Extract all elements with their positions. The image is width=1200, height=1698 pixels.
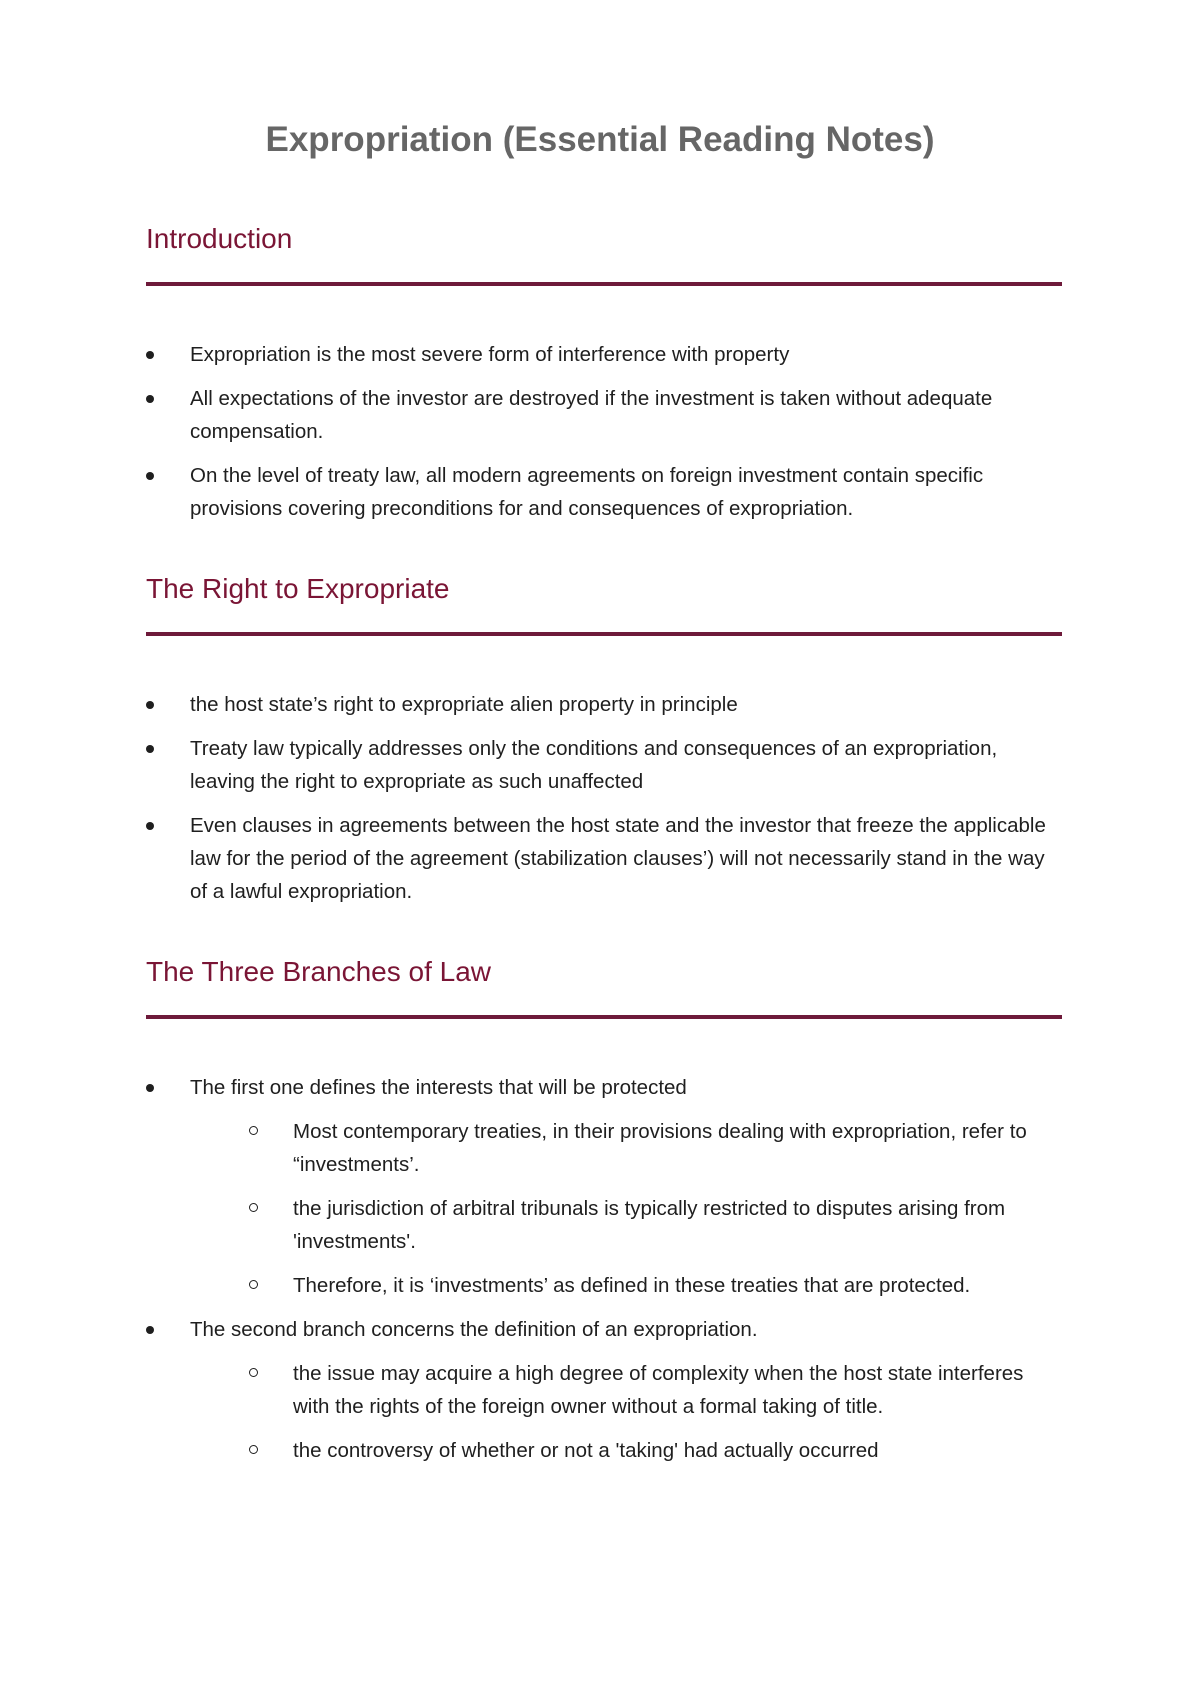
list-item-text: The second branch concerns the definition of an expropriation.	[190, 1318, 758, 1341]
sub-list-item	[249, 1434, 1062, 1467]
sub-list-item-text: the issue may acquire a high degree of complexity when the host state interferes with the rights of the foreign owner without a formal taking of title.	[293, 1362, 1024, 1418]
section-three-branches	[146, 955, 1062, 1462]
list-item	[146, 338, 1062, 371]
bullet-icon	[146, 745, 154, 753]
bullet-icon	[146, 395, 154, 403]
sub-list-item-text: Most contemporary treaties, in their provisions dealing with expropriation, refer to “investments’.	[293, 1120, 1027, 1176]
bullet-list	[146, 338, 1062, 536]
bullet-icon	[146, 1326, 154, 1334]
hollow-bullet-icon	[249, 1445, 258, 1454]
hollow-bullet-icon	[249, 1203, 258, 1212]
list-item	[146, 688, 1062, 721]
sub-list	[190, 1357, 1062, 1467]
sub-list-item	[249, 1115, 1062, 1181]
sub-list-item	[249, 1192, 1062, 1258]
list-item	[146, 732, 1062, 798]
bullet-icon	[146, 822, 154, 830]
list-item-text: Even clauses in agreements between the host state and the investor that freeze the applicable law for the period of the agreement (stabilization clauses’) will not necessarily stand in the way of a lawful expropriation.	[190, 814, 1046, 903]
section-right-to-expropriate	[146, 572, 1062, 903]
section-divider	[146, 632, 1062, 636]
hollow-bullet-icon	[249, 1280, 258, 1289]
list-item-text: the host state’s right to expropriate alien property in principle	[190, 693, 738, 716]
section-heading: Introduction	[146, 223, 293, 254]
list-item	[146, 809, 1062, 908]
bullet-icon	[146, 472, 154, 480]
page-title: Expropriation (Essential Reading Notes)	[265, 120, 935, 159]
list-item-text: Treaty law typically addresses only the conditions and consequences of an expropriation, leaving the right to expropriate as such unaffected	[190, 737, 998, 793]
sub-list	[190, 1115, 1062, 1302]
list-item	[146, 459, 1062, 525]
sub-list-item-text: the controversy of whether or not a 'taking' had actually occurred	[293, 1439, 879, 1462]
bullet-icon	[146, 351, 154, 359]
sub-list-item-text: the jurisdiction of arbitral tribunals is typically restricted to disputes arising from 'investments'.	[293, 1197, 1006, 1253]
sub-list-item	[249, 1357, 1062, 1423]
section-heading: The Three Branches of Law	[146, 956, 492, 987]
section-divider	[146, 1015, 1062, 1019]
hollow-bullet-icon	[249, 1126, 258, 1135]
bullet-icon	[146, 1084, 154, 1092]
hollow-bullet-icon	[249, 1368, 258, 1377]
list-item-text: All expectations of the investor are destroyed if the investment is taken without adequate compensation.	[190, 387, 993, 443]
section-heading: The Right to Expropriate	[146, 573, 450, 604]
list-item	[146, 1071, 1062, 1302]
section-divider	[146, 282, 1062, 286]
list-item	[146, 382, 1062, 448]
sub-list-item-text: Therefore, it is ‘investments’ as defined in these treaties that are protected.	[293, 1274, 971, 1297]
bullet-list	[146, 1071, 1062, 1478]
sub-list-item	[249, 1269, 1062, 1302]
bullet-icon	[146, 701, 154, 709]
list-item	[146, 1313, 1062, 1467]
list-item-text: The first one defines the interests that will be protected	[190, 1076, 687, 1099]
section-introduction	[146, 222, 1062, 520]
bullet-list	[146, 688, 1062, 919]
list-item-text: Expropriation is the most severe form of interference with property	[190, 343, 790, 366]
list-item-text: On the level of treaty law, all modern agreements on foreign investment contain specific provisions covering preconditions for and consequences of expropriation.	[190, 464, 984, 520]
